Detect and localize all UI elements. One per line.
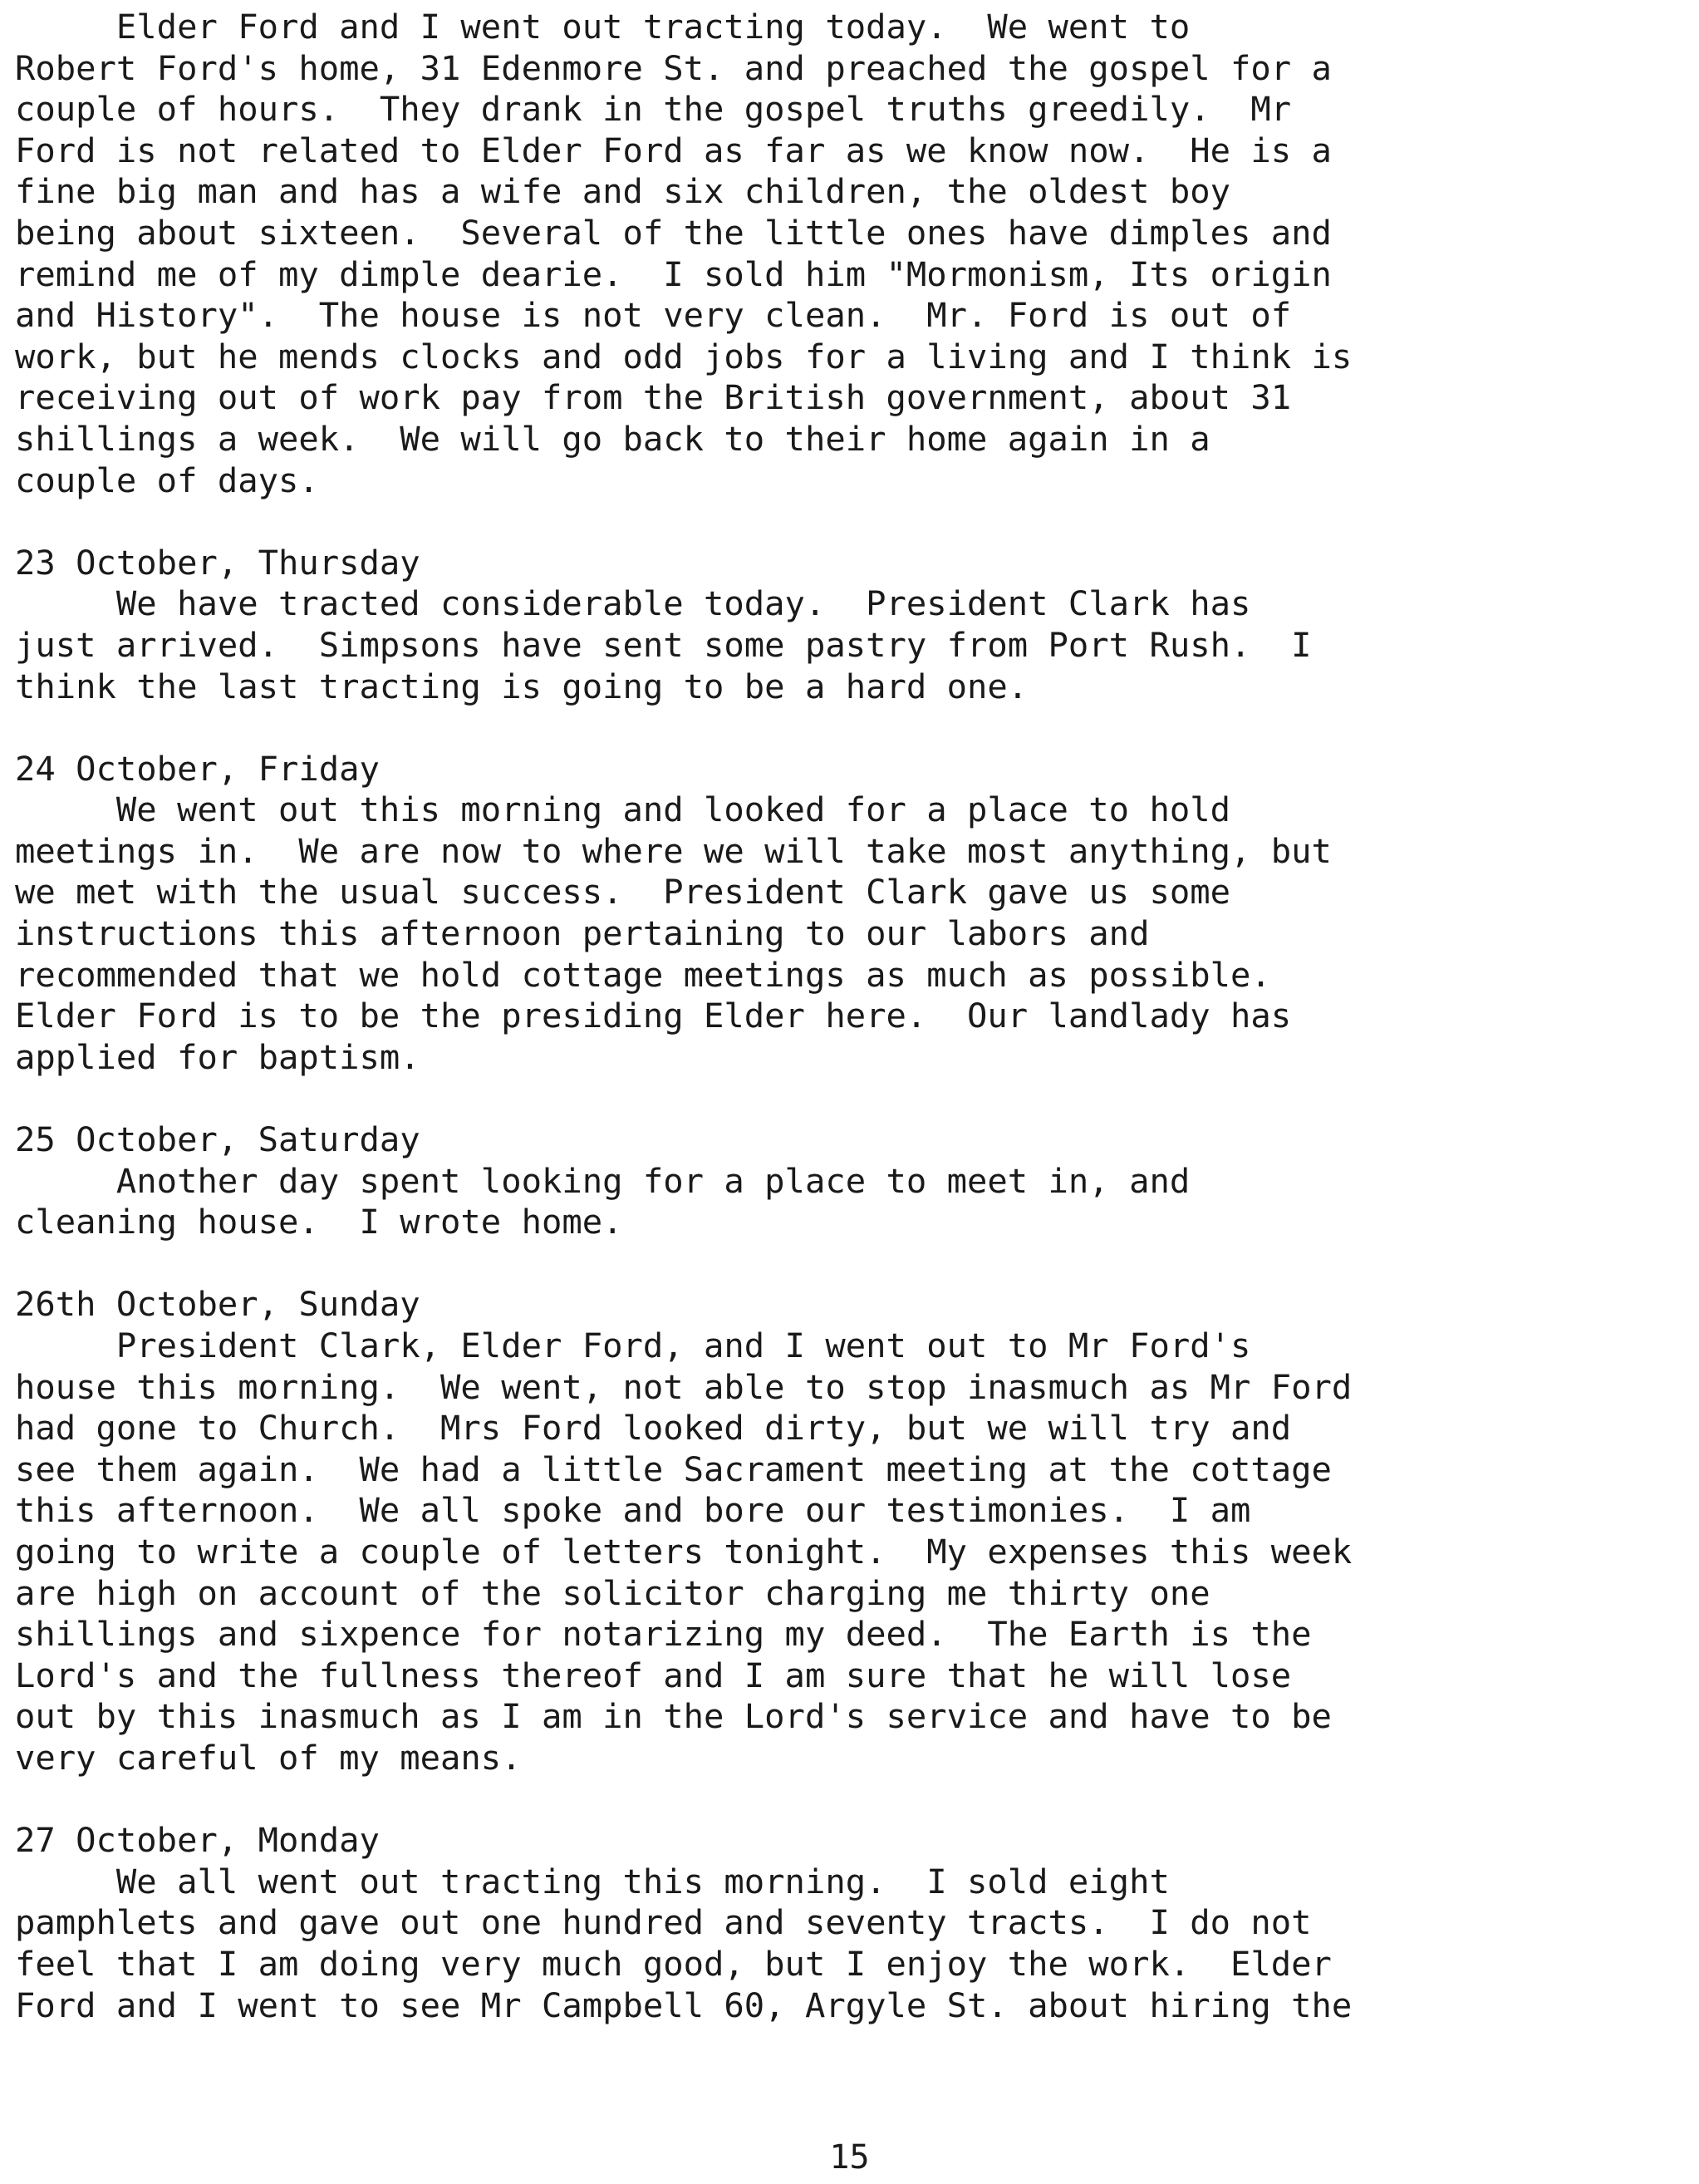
text-line: meetings in. We are now to where we will take most anything, but bbox=[15, 830, 1332, 871]
text-line: 23 October, Thursday bbox=[15, 542, 420, 583]
blank-line bbox=[15, 707, 1685, 749]
text-line: work, but he mends clocks and odd jobs for a living and I think is bbox=[15, 336, 1353, 376]
text-line: Robert Ford's home, 31 Edenmore St. and preached the gospel for a bbox=[15, 47, 1332, 88]
text-line: feel that I am doing very much good, but I enjoy the work. Elder bbox=[15, 1943, 1332, 1984]
text-line: 27 October, Monday bbox=[15, 1820, 380, 1861]
text-line: very careful of my means. bbox=[15, 1737, 522, 1778]
text-line: couple of hours. They drank in the gospel truths greedily. Mr bbox=[15, 89, 1292, 130]
text-line: see them again. We had a little Sacrament meeting at the cottage bbox=[15, 1449, 1332, 1489]
document-body bbox=[15, 7, 1685, 2026]
text-line: had gone to Church. Mrs Ford looked dirty, but we will try and bbox=[15, 1408, 1292, 1449]
text-line: just arrived. Simpsons have sent some pastry from Port Rush. I bbox=[15, 624, 1312, 665]
text-line: out by this inasmuch as I am in the Lord's service and have to be bbox=[15, 1696, 1332, 1737]
text-line: Lord's and the fullness thereof and I am sure that he will lose bbox=[15, 1655, 1292, 1695]
text-line: Ford is not related to Elder Ford as far as we know now. He is a bbox=[15, 130, 1332, 170]
text-line: We have tracted considerable today. President Clark has bbox=[15, 583, 1251, 624]
text-line: fine big man and has a wife and six children, the oldest boy bbox=[15, 171, 1230, 212]
text-line: and History". The house is not very clean. Mr. Ford is out of bbox=[15, 295, 1292, 336]
text-line: 24 October, Friday bbox=[15, 748, 380, 789]
text-line: remind me of my dimple dearie. I sold him "Mormonism, Its origin bbox=[15, 253, 1332, 294]
text-line: President Clark, Elder Ford, and I went out to Mr Ford's bbox=[15, 1326, 1251, 1365]
text-line: couple of days. bbox=[15, 460, 319, 500]
text-line: Elder Ford is to be the presiding Elder here. Our landlady has bbox=[15, 996, 1292, 1036]
text-line: Ford and I went to see Mr Campbell 60, Argyle St. about hiring the bbox=[15, 1985, 1353, 2025]
text-line: 26th October, Sunday bbox=[15, 1284, 420, 1325]
text-line: pamphlets and gave out one hundred and seventy tracts. I do not bbox=[15, 1902, 1312, 1943]
text-line: shillings a week. We will go back to their home again in a bbox=[15, 418, 1210, 459]
text-line: think the last tracting is going to be a hard one. bbox=[15, 666, 1029, 706]
text-line: recommended that we hold cottage meetings as much as possible. bbox=[15, 954, 1271, 995]
text-line: going to write a couple of letters tonight. My expenses this week bbox=[15, 1531, 1353, 1572]
text-line: We all went out tracting this morning. I sold eight bbox=[15, 1861, 1170, 1901]
text-line: instructions this afternoon pertaining to our labors and bbox=[15, 913, 1150, 954]
text-line: shillings and sixpence for notarizing my deed. The Earth is the bbox=[15, 1614, 1312, 1655]
text-line: this afternoon. We all spoke and bore our testimonies. I am bbox=[15, 1490, 1251, 1531]
text-line: receiving out of work pay from the British government, about 31 bbox=[15, 377, 1292, 418]
text-line: are high on account of the solicitor charging me thirty one bbox=[15, 1572, 1210, 1613]
page-number: 15 bbox=[829, 2138, 870, 2177]
blank-line bbox=[15, 1078, 1685, 1119]
text-line: house this morning. We went, not able to stop inasmuch as Mr Ford bbox=[15, 1366, 1353, 1407]
text-line: applied for baptism. bbox=[15, 1036, 420, 1077]
text-line: we met with the usual success. President Clark gave us some bbox=[15, 872, 1230, 912]
blank-line bbox=[15, 501, 1685, 543]
text-line: Another day spent looking for a place to meet in, and bbox=[15, 1160, 1191, 1201]
text-line: 25 October, Saturday bbox=[15, 1119, 420, 1160]
blank-line bbox=[15, 1779, 1685, 1821]
text-line: We went out this morning and looked for a place to hold bbox=[15, 789, 1230, 830]
blank-line bbox=[15, 1243, 1685, 1285]
text-line: cleaning house. I wrote home. bbox=[15, 1202, 623, 1242]
text-line: Elder Ford and I went out tracting today. We went to bbox=[15, 7, 1191, 47]
text-line: being about sixteen. Several of the little ones have dimples and bbox=[15, 212, 1332, 253]
